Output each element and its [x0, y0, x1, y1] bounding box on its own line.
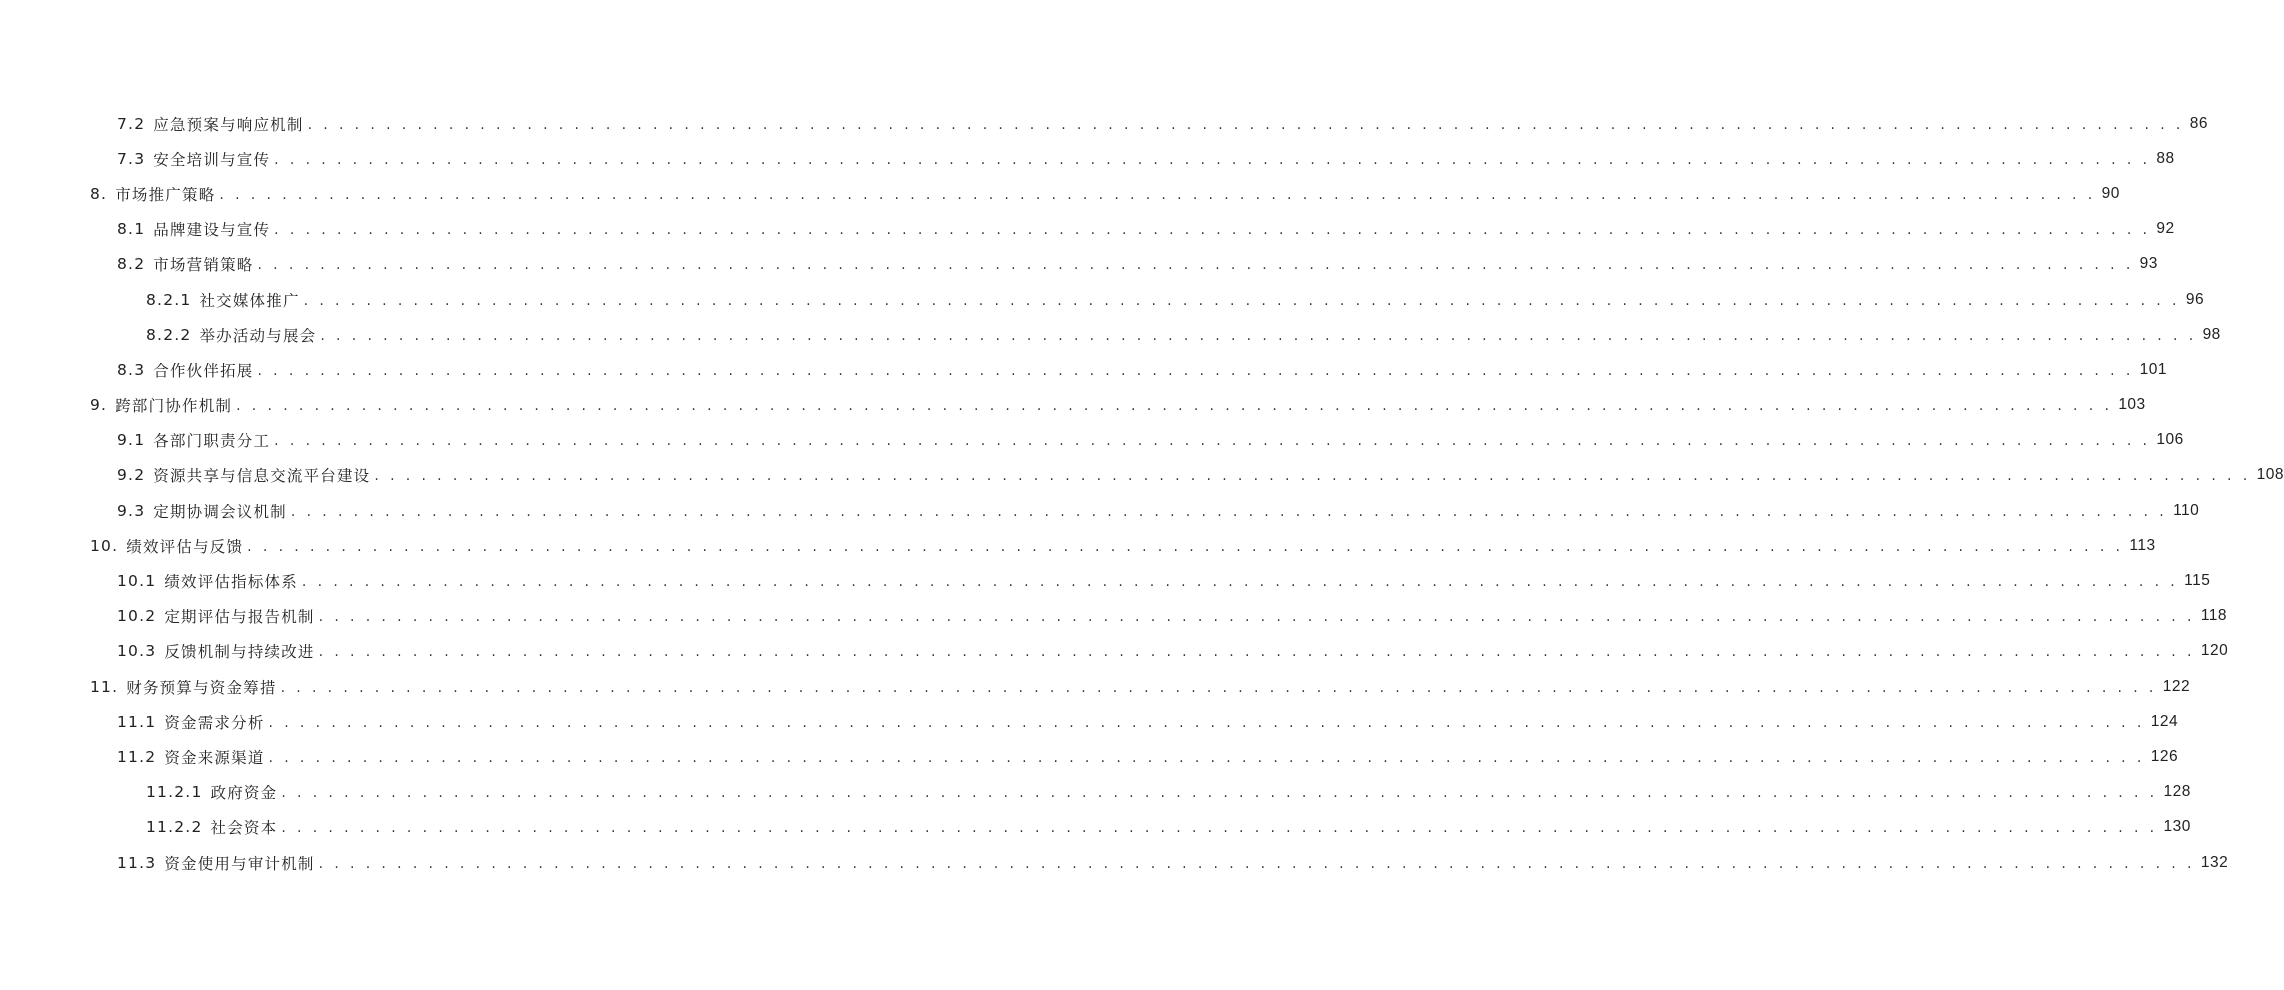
dot-leader: . . . . . . . . . . . . . . . . . . . . . . . . . . . . . . . . . . . . . . . . . . . . . . . . . . . . . . . . . . . . . . . . . . . . . . . . . . . . . . . . . . . . . . . . . . . . . . . . . . . . . . . . . . . . . . . . . . . . . . . .	[268, 749, 2145, 766]
toc-entry-number: 10.3	[117, 642, 157, 661]
toc-entry-page-number: 101	[2139, 360, 2168, 378]
toc-entry-number: 9.2	[117, 466, 146, 485]
toc-entry-title: 市场推广策略	[115, 185, 216, 204]
dot-leader: . . . . . . . . . . . . . . . . . . . . . . . . . . . . . . . . . . . . . . . . . . . . . . . . . . . . . . . . . . . . . . . . . . . . . . . . . . . . . . . . . . . . . . . . . . . . . . . . . . . . . . . . . . . . . . . . . . . . . . . .	[318, 609, 2195, 626]
toc-entry[interactable]	[0, 669, 2191, 704]
toc-entry[interactable]	[0, 423, 2184, 458]
toc-entry-number: 11.1	[117, 712, 157, 731]
toc-entry-page-number: 115	[2184, 572, 2211, 590]
toc-entry[interactable]	[0, 599, 2228, 634]
toc-entry-number: 9.1	[117, 431, 146, 450]
toc-entry-title: 各部门职责分工	[153, 432, 271, 451]
toc-entry-page-number: 86	[2189, 114, 2209, 132]
toc-entry-page-number: 132	[2200, 853, 2229, 871]
toc-entry-page-number: 120	[2200, 642, 2229, 660]
toc-entry-page-number: 90	[2101, 184, 2120, 202]
toc-entry-page-number: 103	[2118, 396, 2146, 414]
toc-entry-title: 反馈机制与持续改进	[164, 643, 315, 662]
dot-leader: . . . . . . . . . . . . . . . . . . . . . . . . . . . . . . . . . . . . . . . . . . . . . . . . . . . . . . . . . . . . . . . . . . . . . . . . . . . . . . . . . . . . . . . . . . . . . . . . . . . . . . . . . . . . . . . . . . . . . . . .	[318, 644, 2195, 661]
toc-entry-number: 9.3	[117, 501, 146, 520]
toc-entry-title: 社交媒体推广	[199, 291, 300, 310]
toc-entry-title: 社会资本	[210, 819, 278, 838]
toc-entry[interactable]	[0, 563, 2211, 598]
dot-leader: . . . . . . . . . . . . . . . . . . . . . . . . . . . . . . . . . . . . . . . . . . . . . . . . . . . . . . . . . . . . . . . . . . . . . . . . . . . . . . . . . . . . . . . . . . . . . . . . . . . . . . . . . . . . . . . . . . . . . . . .	[257, 257, 2134, 274]
toc-entry-title: 跨部门协作机制	[115, 397, 233, 416]
toc-entry[interactable]	[0, 458, 2284, 493]
toc-entry[interactable]	[0, 352, 2168, 387]
toc-entry-page-number: 118	[2200, 607, 2228, 625]
toc-entry[interactable]	[0, 704, 2179, 739]
dot-leader: . . . . . . . . . . . . . . . . . . . . . . . . . . . . . . . . . . . . . . . . . . . . . . . . . . . . . . . . . . . . . . . . . . . . . . . . . . . . . . . . . . . . . . . . . . . . . . . . . . . . . . . . . . . . . . . . . . . . . . . .	[320, 327, 2197, 344]
toc-entry-page-number: 92	[2156, 220, 2175, 238]
dot-leader: . . . . . . . . . . . . . . . . . . . . . . . . . . . . . . . . . . . . . . . . . . . . . . . . . . . . . . . . . . . . . . . . . . . . . . . . . . . . . . . . . . . . . . . . . . . . . . . . . . . . . . . . . . . . . . . . . . . . . . . .	[281, 820, 2158, 837]
toc-entry-title: 绩效评估与反馈	[126, 537, 244, 556]
dot-leader: . . . . . . . . . . . . . . . . . . . . . . . . . . . . . . . . . . . . . . . . . . . . . . . . . . . . . . . . . . . . . . . . . . . . . . . . . . . . . . . . . . . . . . . . . . . . . . . . . . . . . . . . . . . . . . . . . . . . . . . .	[281, 785, 2158, 802]
toc-entry-number: 7.2	[117, 114, 146, 133]
toc-entry[interactable]	[0, 845, 2229, 880]
dot-leader: . . . . . . . . . . . . . . . . . . . . . . . . . . . . . . . . . . . . . . . . . . . . . . . . . . . . . . . . . . . . . . . . . . . . . . . . . . . . . . . . . . . . . . . . . . . . . . . . . . . . . . . . . . . . . . . . . . . . . . . .	[307, 116, 2184, 133]
toc-entry-title: 定期协调会议机制	[153, 502, 287, 521]
toc-entry-number: 9.	[90, 396, 108, 415]
toc-entry[interactable]	[0, 282, 2205, 317]
toc-entry[interactable]	[0, 247, 2158, 282]
toc-entry-number: 8.2.1	[146, 290, 192, 309]
toc-entry-page-number: 130	[2163, 818, 2191, 836]
toc-entry-title: 资源共享与信息交流平台建设	[153, 467, 371, 486]
toc-entry-title: 举办活动与展会	[199, 326, 317, 345]
toc-entry[interactable]	[0, 775, 2191, 810]
toc-entry-title: 财务预算与资金筹措	[126, 678, 277, 697]
toc-entry[interactable]	[0, 106, 2209, 141]
dot-leader: . . . . . . . . . . . . . . . . . . . . . . . . . . . . . . . . . . . . . . . . . . . . . . . . . . . . . . . . . . . . . . . . . . . . . . . . . . . . . . . . . . . . . . . . . . . . . . . . . . . . . . . . . . . . . . . . . . . . . . . .	[280, 679, 2157, 696]
toc-entry-number: 10.1	[117, 572, 157, 591]
toc-entry-title: 资金使用与审计机制	[164, 854, 315, 873]
dot-leader: . . . . . . . . . . . . . . . . . . . . . . . . . . . . . . . . . . . . . . . . . . . . . . . . . . . . . . . . . . . . . . . . . . . . . . . . . . . . . . . . . . . . . . . . . . . . . . . . . . . . . . . . . . . . . . . . . . . . . . . .	[301, 574, 2179, 591]
toc-entry-page-number: 126	[2150, 747, 2179, 765]
toc-entry-number: 10.	[90, 536, 119, 555]
toc-entry-number: 10.2	[117, 607, 157, 626]
dot-leader: . . . . . . . . . . . . . . . . . . . . . . . . . . . . . . . . . . . . . . . . . . . . . . . . . . . . . . . . . . . . . . . . . . . . . . . . . . . . . . . . . . . . . . . . . . . . . . . . . . . . . . . . . . . . . . . . . . . . . . . .	[236, 398, 2113, 415]
toc-entry-number: 7.3	[117, 149, 146, 168]
dot-leader: . . . . . . . . . . . . . . . . . . . . . . . . . . . . . . . . . . . . . . . . . . . . . . . . . . . . . . . . . . . . . . . . . . . . . . . . . . . . . . . . . . . . . . . . . . . . . . . . . . . . . . . . . . . . . . . . . . . . . . . .	[374, 468, 2251, 485]
toc-entry-page-number: 110	[2173, 501, 2200, 519]
dot-leader: . . . . . . . . . . . . . . . . . . . . . . . . . . . . . . . . . . . . . . . . . . . . . . . . . . . . . . . . . . . . . . . . . . . . . . . . . . . . . . . . . . . . . . . . . . . . . . . . . . . . . . . . . . . . . . . . . . . . . . . .	[274, 433, 2151, 450]
toc-entry-number: 8.	[90, 184, 108, 203]
toc-entry-number: 11.2	[117, 747, 157, 766]
toc-entry-page-number: 88	[2156, 149, 2175, 167]
dot-leader: . . . . . . . . . . . . . . . . . . . . . . . . . . . . . . . . . . . . . . . . . . . . . . . . . . . . . . . . . . . . . . . . . . . . . . . . . . . . . . . . . . . . . . . . . . . . . . . . . . . . . . . . . . . . . . . . . . . . . . . .	[247, 538, 2124, 555]
toc-entry-page-number: 113	[2129, 536, 2156, 554]
toc-entry-number: 8.3	[117, 360, 146, 379]
toc-entry-page-number: 124	[2150, 712, 2179, 730]
toc-entry[interactable]	[0, 141, 2175, 176]
toc-entry-number: 8.2	[117, 255, 146, 274]
toc-entry-page-number: 98	[2202, 325, 2221, 343]
dot-leader: . . . . . . . . . . . . . . . . . . . . . . . . . . . . . . . . . . . . . . . . . . . . . . . . . . . . . . . . . . . . . . . . . . . . . . . . . . . . . . . . . . . . . . . . . . . . . . . . . . . . . . . . . . . . . . . . . . . . . . . .	[318, 855, 2195, 872]
toc-entry[interactable]	[0, 388, 2146, 423]
toc-entry-page-number: 106	[2156, 431, 2184, 449]
toc-entry-title: 资金需求分析	[164, 713, 265, 732]
toc-entry-page-number: 128	[2163, 783, 2191, 801]
toc-entry-number: 11.2.2	[146, 818, 203, 837]
toc-entry-title: 应急预案与响应机制	[153, 115, 304, 134]
toc-entry-page-number: 122	[2162, 677, 2191, 695]
toc-entry-page-number: 108	[2256, 466, 2284, 484]
toc-entry[interactable]	[0, 176, 2120, 211]
toc-entry[interactable]	[0, 528, 2156, 563]
toc-entry[interactable]	[0, 739, 2179, 774]
toc-entry[interactable]	[0, 810, 2191, 845]
toc-entry-number: 11.3	[117, 853, 157, 872]
toc-entry-page-number: 96	[2185, 290, 2205, 308]
toc-entry-title: 政府资金	[210, 784, 278, 803]
toc-entry[interactable]	[0, 493, 2200, 528]
dot-leader: . . . . . . . . . . . . . . . . . . . . . . . . . . . . . . . . . . . . . . . . . . . . . . . . . . . . . . . . . . . . . . . . . . . . . . . . . . . . . . . . . . . . . . . . . . . . . . . . . . . . . . . . . . . . . . . . . . . . . . . .	[290, 503, 2168, 520]
toc-entry-title: 市场营销策略	[153, 256, 254, 275]
table-of-contents	[0, 106, 2284, 880]
dot-leader: . . . . . . . . . . . . . . . . . . . . . . . . . . . . . . . . . . . . . . . . . . . . . . . . . . . . . . . . . . . . . . . . . . . . . . . . . . . . . . . . . . . . . . . . . . . . . . . . . . . . . . . . . . . . . . . . . . . . . . . .	[274, 151, 2151, 168]
toc-entry-title: 安全培训与宣传	[153, 150, 271, 169]
toc-entry-title: 定期评估与报告机制	[164, 608, 315, 627]
dot-leader: . . . . . . . . . . . . . . . . . . . . . . . . . . . . . . . . . . . . . . . . . . . . . . . . . . . . . . . . . . . . . . . . . . . . . . . . . . . . . . . . . . . . . . . . . . . . . . . . . . . . . . . . . . . . . . . . . . . . . . . .	[268, 714, 2145, 731]
toc-entry[interactable]	[0, 317, 2221, 352]
dot-leader: . . . . . . . . . . . . . . . . . . . . . . . . . . . . . . . . . . . . . . . . . . . . . . . . . . . . . . . . . . . . . . . . . . . . . . . . . . . . . . . . . . . . . . . . . . . . . . . . . . . . . . . . . . . . . . . . . . . . . . . .	[219, 186, 2096, 203]
toc-entry-title: 绩效评估指标体系	[164, 573, 298, 592]
toc-entry-page-number: 93	[2139, 255, 2158, 273]
dot-leader: . . . . . . . . . . . . . . . . . . . . . . . . . . . . . . . . . . . . . . . . . . . . . . . . . . . . . . . . . . . . . . . . . . . . . . . . . . . . . . . . . . . . . . . . . . . . . . . . . . . . . . . . . . . . . . . . . . . . . . . .	[257, 362, 2134, 379]
toc-entry[interactable]	[0, 212, 2175, 247]
toc-entry-number: 8.1	[117, 220, 146, 239]
toc-entry-number: 11.2.1	[146, 783, 203, 802]
toc-entry-number: 11.	[90, 677, 119, 696]
toc-entry-title: 资金来源渠道	[164, 748, 265, 767]
toc-entry-number: 8.2.2	[146, 325, 192, 344]
dot-leader: . . . . . . . . . . . . . . . . . . . . . . . . . . . . . . . . . . . . . . . . . . . . . . . . . . . . . . . . . . . . . . . . . . . . . . . . . . . . . . . . . . . . . . . . . . . . . . . . . . . . . . . . . . . . . . . . . . . . . . . .	[303, 292, 2180, 309]
toc-entry[interactable]	[0, 634, 2229, 669]
dot-leader: . . . . . . . . . . . . . . . . . . . . . . . . . . . . . . . . . . . . . . . . . . . . . . . . . . . . . . . . . . . . . . . . . . . . . . . . . . . . . . . . . . . . . . . . . . . . . . . . . . . . . . . . . . . . . . . . . . . . . . . .	[274, 222, 2151, 239]
toc-entry-title: 合作伙伴拓展	[153, 361, 254, 380]
toc-entry-title: 品牌建设与宣传	[153, 221, 271, 240]
